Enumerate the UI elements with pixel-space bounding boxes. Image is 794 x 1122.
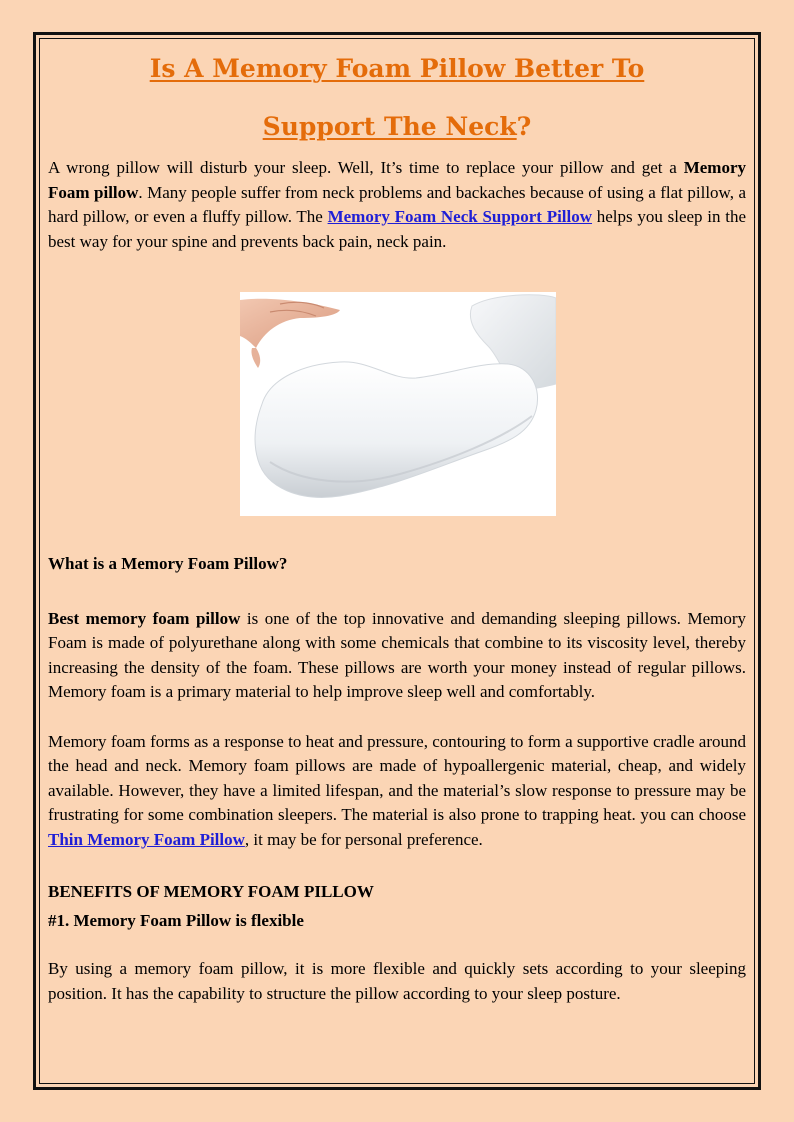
intro-text-3: helps you sleep in the best way for your spine and prevents back pain, neck pain.	[48, 207, 746, 251]
image-spacer	[48, 254, 746, 554]
document-body	[48, 40, 746, 1006]
title-question-mark: ?	[516, 112, 532, 141]
memory-foam-neck-support-link[interactable]: Memory Foam Neck Support Pillow	[327, 207, 593, 226]
what-is-text-2b: , it may be for personal preference.	[244, 829, 483, 849]
title-line-1: Is A Memory Foam Pillow Better To	[149, 54, 645, 83]
best-memory-foam-bold: Best memory foam pillow	[48, 608, 241, 628]
pillow-illustration	[240, 292, 556, 516]
intro-text-2: . Many people suffer from neck problems and backaches because of using a flat pillow, a hard pillow, or even a fluffy pillow. The	[48, 182, 746, 226]
what-is-text-2a: Memory foam forms as a response to heat and pressure, contouring to form a supportive cradle around the head and neck. Memory foam pillows are made of hypoallergenic material, cheap, and widely available. However, they have a limited lifespan, and the material’s slow response to pressure may be frustrating for some combination sleepers. The material is also prone to trapping heat. you can choose	[48, 731, 746, 824]
intro-bold: Memory Foam pillow	[48, 158, 746, 202]
benefit-1-paragraph: By using a memory foam pillow, it is more flexible and quickly sets according to your sleeping position. It has the capability to structure the pillow according to your sleep posture.	[48, 959, 746, 1003]
thin-memory-foam-pillow-link[interactable]: Thin Memory Foam Pillow	[48, 829, 245, 849]
what-is-text-1: is one of the top innovative and demanding sleeping pillows. Memory Foam is made of polyurethane along with some chemicals that combine to its viscosity level, thereby increasing the density of the foam. These pillows are worth your money instead of regular pillows. Memory foam is a primary material to help improve sleep well and comfortably.	[48, 608, 746, 701]
title-line-2: Support The Neck	[262, 112, 517, 141]
pillow-image	[240, 292, 556, 516]
intro-text-1: A wrong pillow will disturb your sleep. Well, It’s time to replace your pillow and get a	[48, 158, 684, 177]
benefits-heading: BENEFITS OF MEMORY FOAM PILLOW	[48, 882, 374, 901]
benefit-1-heading: #1. Memory Foam Pillow is flexible	[48, 910, 304, 930]
what-is-paragraph-2	[48, 730, 746, 853]
page-title	[48, 40, 746, 156]
intro-paragraph	[48, 156, 746, 254]
section-heading-what-is: What is a Memory Foam Pillow?	[48, 554, 288, 573]
what-is-paragraph-1	[48, 607, 746, 705]
